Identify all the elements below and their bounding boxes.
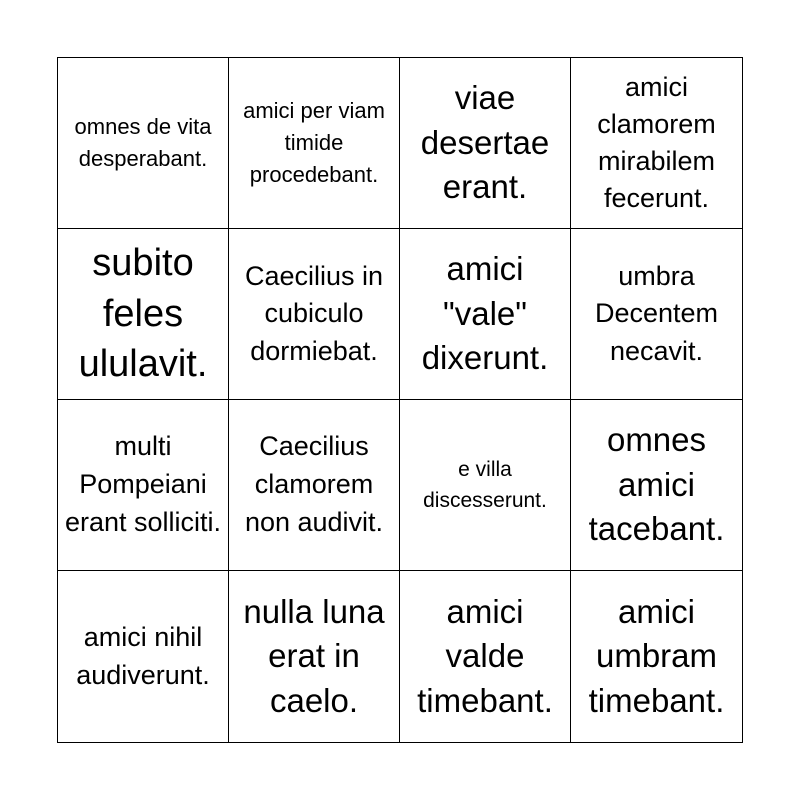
bingo-cell-1-1[interactable] <box>58 58 229 229</box>
cell-text: multi Pompeiani erant solliciti. <box>64 431 222 537</box>
cell-text: amici nihil audiverunt. <box>76 622 210 690</box>
bingo-cell-4-1[interactable] <box>58 571 229 742</box>
cell-text: Caecilius in cubiculo dormiebat. <box>244 261 384 366</box>
cell-text: amici clamorem mirabilem fecerunt. <box>597 71 716 214</box>
cell-text: umbra Decentem necavit. <box>594 261 719 366</box>
bingo-cell-4-3[interactable] <box>400 571 571 742</box>
bingo-cell-1-2[interactable] <box>229 58 400 229</box>
cell-text: viae desertae erant. <box>420 79 550 206</box>
bingo-board <box>57 57 743 743</box>
bingo-cell-2-1[interactable] <box>58 229 229 400</box>
cell-text: omnes de vita desperabant. <box>74 114 212 171</box>
bingo-cell-3-4[interactable] <box>571 400 742 571</box>
cell-text: Caecilius clamorem non audivit. <box>244 431 384 537</box>
cell-text: nulla luna erat in caelo. <box>243 592 385 719</box>
cell-text: subito feles ululavit. <box>78 242 208 386</box>
cell-text: omnes amici tacebant. <box>588 421 725 548</box>
bingo-cell-2-3[interactable] <box>400 229 571 400</box>
cell-text: amici valde timebant. <box>417 592 553 719</box>
bingo-cell-4-4[interactable] <box>571 571 742 742</box>
bingo-cell-1-4[interactable] <box>571 58 742 229</box>
bingo-cell-2-4[interactable] <box>571 229 742 400</box>
bingo-cell-1-3[interactable] <box>400 58 571 229</box>
bingo-cell-4-2[interactable] <box>229 571 400 742</box>
cell-text: amici umbram timebant. <box>588 592 725 719</box>
bingo-cell-2-2[interactable] <box>229 229 400 400</box>
bingo-cell-3-3-free[interactable] <box>400 400 571 571</box>
cell-text: e villa discesserunt. <box>423 457 547 512</box>
bingo-cell-3-1[interactable] <box>58 400 229 571</box>
cell-text: amici per viam timide procedebant. <box>243 98 385 187</box>
cell-text: amici "vale" dixerunt. <box>421 250 549 377</box>
bingo-cell-3-2[interactable] <box>229 400 400 571</box>
